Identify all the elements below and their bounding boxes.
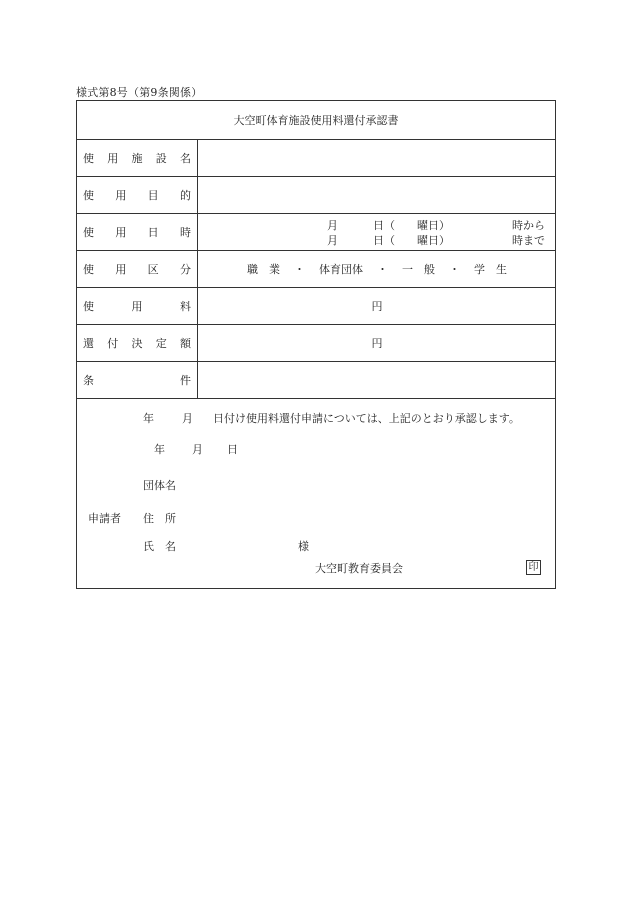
start-time: 時から (512, 219, 545, 232)
label-char: 使 (83, 225, 94, 239)
label-char: 用 (115, 262, 127, 276)
separator: ・ (449, 262, 460, 276)
row-datetime (77, 213, 555, 251)
label-char: 用 (131, 299, 143, 313)
label-char: 区 (147, 262, 159, 276)
seal-mark: 印 (526, 560, 541, 575)
facility-name-field[interactable] (199, 139, 555, 176)
label-char: 施 (131, 151, 143, 165)
label-char: 使 (83, 188, 94, 202)
row-facility-name (77, 139, 555, 177)
end-month: 月 (327, 234, 338, 247)
category-label (77, 250, 198, 287)
label-char: 額 (180, 336, 191, 350)
label-char: 用 (115, 225, 127, 239)
form-title: 大空町体育施設使用料還付承認書 (77, 101, 555, 140)
approval-day: 日 (227, 443, 238, 456)
label-char: 的 (179, 188, 191, 202)
fee-field[interactable] (199, 287, 555, 324)
yen-unit: 円 (371, 336, 383, 350)
yen-unit: 円 (371, 299, 383, 313)
approval-form (76, 100, 556, 589)
start-weekday: 曜日） (417, 219, 450, 232)
separator: ・ (377, 262, 388, 276)
row-fee (77, 287, 555, 325)
end-time: 時まで (512, 234, 545, 247)
label-char: 料 (180, 299, 191, 313)
category-option-occupation[interactable]: 職 業 (247, 262, 280, 276)
end-weekday: 曜日） (417, 234, 450, 247)
organization-label: 団体名 (143, 479, 176, 492)
label-char: 日 (147, 225, 159, 239)
applicant-label: 申請者 (88, 512, 121, 525)
application-year: 年 (143, 412, 154, 425)
name-label: 氏 名 (143, 540, 176, 553)
datetime-label (77, 213, 198, 250)
label-char: 設 (155, 151, 167, 165)
facility-name-label (77, 139, 198, 176)
row-purpose (77, 176, 555, 214)
label-char: 時 (179, 225, 191, 239)
purpose-field[interactable] (199, 176, 555, 213)
refund-amount-label (77, 324, 198, 361)
label-char: 使 (83, 151, 94, 165)
approval-month: 月 (192, 443, 203, 456)
form-reference: 様式第8号（第9条関係） (76, 86, 203, 99)
fee-label (77, 287, 198, 324)
refund-amount-field[interactable] (199, 324, 555, 361)
label-char: 名 (180, 151, 191, 165)
conditions-label (77, 361, 198, 398)
label-char: 目 (147, 188, 159, 202)
label-char: 条 (83, 373, 94, 387)
row-refund-amount (77, 324, 555, 362)
label-char: 使 (83, 299, 94, 313)
category-field (199, 250, 555, 287)
datetime-field[interactable] (199, 213, 555, 250)
address-label: 住 所 (143, 512, 176, 525)
category-option-student[interactable]: 学 生 (474, 262, 507, 276)
label-char: 用 (107, 151, 119, 165)
separator: ・ (294, 262, 305, 276)
start-day: 日（ (373, 219, 395, 232)
label-char: 付 (107, 336, 119, 350)
application-month: 月 (182, 412, 193, 425)
label-char: 用 (115, 188, 127, 202)
honorific: 様 (298, 540, 309, 553)
conditions-field[interactable] (199, 361, 555, 398)
label-char: 使 (83, 262, 94, 276)
approval-year: 年 (154, 443, 165, 456)
row-conditions (77, 361, 555, 399)
label-char: 分 (179, 262, 191, 276)
end-day: 日（ (373, 234, 395, 247)
category-option-general[interactable]: 一 般 (402, 262, 435, 276)
purpose-label (77, 176, 198, 213)
category-option-sports-group[interactable]: 体育団体 (319, 262, 363, 276)
label-char: 件 (180, 373, 191, 387)
label-char: 定 (155, 336, 167, 350)
approval-statement: 日付け使用料還付申請については、上記のとおり承認します。 (213, 412, 520, 425)
row-category (77, 250, 555, 288)
label-char: 決 (131, 336, 143, 350)
label-char: 還 (83, 336, 94, 350)
start-month: 月 (327, 219, 338, 232)
issuer-name: 大空町教育委員会 (315, 562, 403, 575)
